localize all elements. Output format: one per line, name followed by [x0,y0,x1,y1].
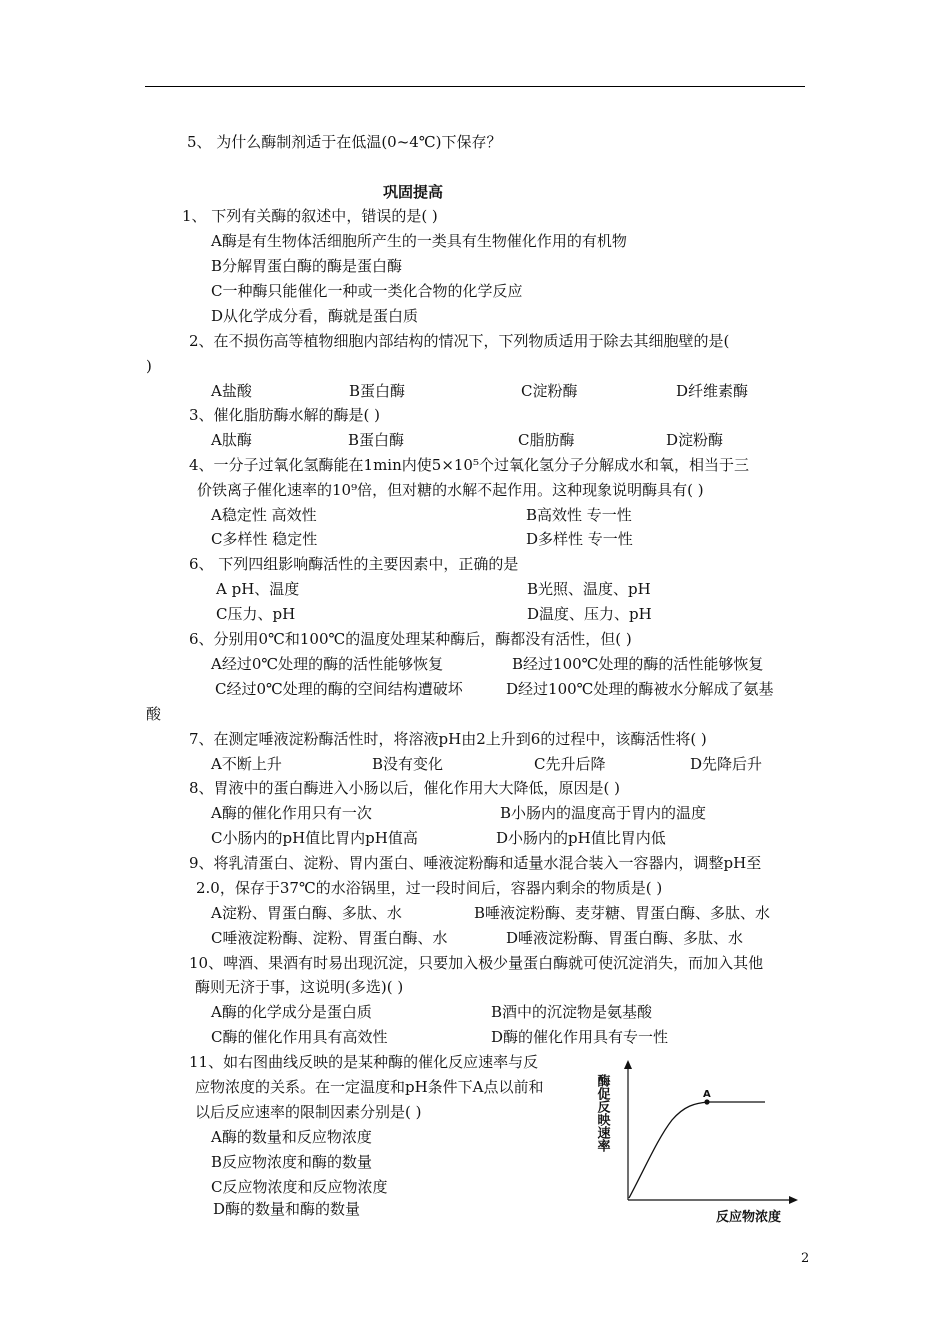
q1-option-b: B分解胃蛋白酶的酶是蛋白酶 [211,257,403,275]
q6a-option-b: B光照、温度、pH [527,580,651,598]
q6a-option-d: D温度、压力、pH [527,605,652,623]
q4-stem-cont: 价铁离子催化速率的10⁹倍，但对糖的水解不起作用。这种现象说明酶具有( ) [197,481,704,499]
q11-stem-line3: 以后反应速率的限制因素分别是( ) [195,1103,422,1121]
point-a [704,1099,709,1104]
q6a-option-c: C压力、pH [216,605,296,623]
q8-option-b: B小肠内的温度高于胃内的温度 [500,804,707,822]
q7-option-a: A不断上升 [211,755,282,773]
q3-option-d: D淀粉酶 [666,431,724,449]
q9-option-a: A淀粉、胃蛋白酶、多肽、水 [211,904,402,922]
q4-option-a: A稳定性 高效性 [211,506,317,524]
q7-option-b: B没有变化 [372,755,444,773]
q10-option-c: C酶的催化作用具有高效性 [211,1028,388,1046]
q2-option-a: A盐酸 [211,382,252,400]
x-axis-label: 反应物浓度 [716,1210,782,1225]
q2-option-c: C淀粉酶 [521,382,578,400]
q9-option-b: B唾液淀粉酶、麦芽糖、胃蛋白酶、多肽、水 [474,904,771,922]
q10-option-b: B酒中的沉淀物是氨基酸 [491,1003,653,1021]
x-axis-arrow [789,1196,798,1204]
q2-stem: 2、在不损伤高等植物细胞内部结构的情况下，下列物质适用于除去其细胞壁的是( [189,332,730,350]
q11-option-a: A酶的数量和反应物浓度 [211,1128,372,1146]
q9-option-c: C唾液淀粉酶、淀粉、胃蛋白酶、水 [211,929,448,947]
q11-option-d: D酶的数量和酶的数量 [213,1200,361,1218]
q4-option-c: C多样性 稳定性 [211,530,318,548]
q4-stem: 4、一分子过氧化氢酶能在1min内使5×10⁵个过氧化氢分子分解成水和氧，相当于三 [189,456,749,474]
q3-option-c: C脂肪酶 [518,431,575,449]
q4-option-b: B高效性 专一性 [526,506,632,524]
q6b-option-c: C经过0℃处理的酶的空间结构遭破坏 [215,680,463,698]
q11-stem: 11、如右图曲线反映的是某种酶的催化反应速率与反 [189,1053,539,1071]
q9-option-d: D唾液淀粉酶、胃蛋白酶、多肽、水 [506,929,744,947]
q6a-stem: 6、 下列四组影响酶活性的主要因素中，正确的是 [189,555,519,573]
q4-option-d: D多样性 专一性 [526,530,633,548]
q11-stem-line2: 应物浓度的关系。在一定温度和pH条件下A点以前和 [195,1078,544,1096]
q9-stem: 9、将乳清蛋白、淀粉、胃内蛋白、唾液淀粉酶和适量水混合装入一容器内，调整pH至 [189,854,762,872]
q7-option-d: D先降后升 [690,755,763,773]
q6b-option-b: B经过100℃处理的酶的活性能够恢复 [512,655,764,673]
q9-stem-cont: 2.0，保存于37℃的水浴锅里，过一段时间后，容器内剩余的物质是( ) [196,879,663,897]
point-a-label: A [703,1089,711,1100]
q8-stem: 8、胃液中的蛋白酶进入小肠以后，催化作用大大降低，原因是( ) [189,779,621,797]
q6b-option-d: D经过100℃处理的酶被水分解成了氨基 [506,680,774,698]
q7-stem: 7、在测定唾液淀粉酶活性时，将溶液pH由2上升到6的过程中，该酶活性将( ) [189,730,707,748]
q10-option-a: A酶的化学成分是蛋白质 [211,1003,372,1021]
q3-stem: 3、催化脂肪酶水解的酶是( ) [189,406,381,424]
q2-stem-cont: ) [146,357,152,375]
q8-option-d: D小肠内的pH值比胃内低 [496,829,666,847]
page-number: 2 [801,1251,810,1266]
header-rule [145,86,805,87]
q3-option-a: A肽酶 [211,431,252,449]
q6b-option-a: A经过0℃处理的酶的活性能够恢复 [211,655,444,673]
section-title: 巩固提高 [383,183,444,201]
q1-option-c: C一种酶只能催化一种或一类化合物的化学反应 [211,282,523,300]
q10-option-d: D酶的催化作用具有专一性 [491,1028,669,1046]
q3-option-b: B蛋白酶 [348,431,405,449]
q6b-stem: 6、分别用0℃和100℃的温度处理某种酶后，酶都没有活性，但( ) [189,630,632,648]
y-axis-label: 酶促反映速率 [594,1074,610,1152]
q11-option-c: C反应物浓度和反应物浓度 [211,1178,388,1196]
q1-stem: 1、 下列有关酶的叙述中，错误的是( ) [182,207,438,225]
q6a-option-a: A pH、温度 [216,580,300,598]
rate-curve [629,1102,765,1198]
q11-option-b: B反应物浓度和酶的数量 [211,1153,373,1171]
q8-option-c: C小肠内的pH值比胃内pH值高 [211,829,418,847]
q7-option-c: C先升后降 [534,755,606,773]
q8-option-a: A酶的催化作用只有一次 [211,804,372,822]
q10-stem-cont: 酶则无济于事，这说明(多选)( ) [195,978,404,996]
q10-stem: 10、啤酒、果酒有时易出现沉淀，只要加入极少量蛋白酶就可使沉淀消失，而加入其他 [189,954,764,972]
q2-option-d: D纤维素酶 [676,382,749,400]
q2-option-b: B蛋白酶 [349,382,406,400]
enzyme-rate-diagram [594,1058,800,1228]
question-5: 5、 为什么酶制剂适于在低温(0~4℃)下保存？ [187,133,502,151]
q1-option-d: D从化学成分看，酶就是蛋白质 [211,307,419,325]
q6b-option-d-cont: 酸 [146,705,162,723]
y-axis-arrow [624,1060,632,1069]
q1-option-a: A酶是有生物体活细胞所产生的一类具有生物催化作用的有机物 [211,232,627,250]
